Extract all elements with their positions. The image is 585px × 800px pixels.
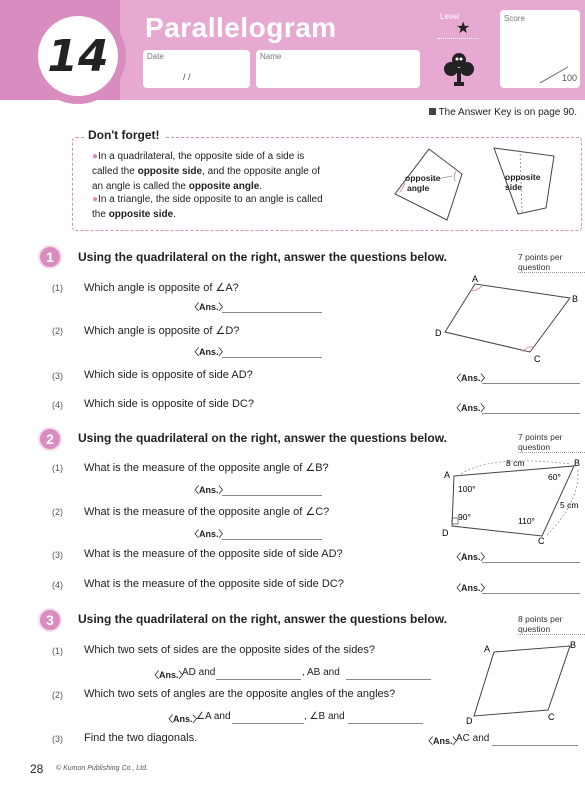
q3-3-answer-text-1: AC and bbox=[456, 733, 490, 744]
q3-parallelogram-figure bbox=[462, 638, 580, 726]
q1-1-ans-label: 〈Ans.〉 bbox=[190, 302, 228, 312]
opposite-angle-label: opposite angle bbox=[405, 173, 441, 193]
question-3-title: Using the quadrilateral on the right, answer the questions below. bbox=[78, 612, 447, 626]
q1-vertex-c: C bbox=[534, 354, 541, 364]
q1-vertex-b: B bbox=[572, 294, 579, 304]
q3-2-number: (2) bbox=[52, 690, 63, 700]
q2-vertex-b: B bbox=[574, 458, 581, 468]
dont-forget-title: Don't forget! bbox=[84, 128, 164, 142]
question-1-points: 7 points per question bbox=[518, 252, 585, 273]
q1-3-ans-label: 〈Ans.〉 bbox=[452, 373, 490, 383]
question-number-1: 1 bbox=[38, 245, 62, 269]
q3-3-ans-label: 〈Ans.〉 bbox=[424, 736, 462, 746]
q3-1-answer-text-2: , AB and bbox=[302, 667, 340, 678]
q2-4-question: What is the measure of the opposite side of side DC? bbox=[84, 578, 344, 590]
q3-1-ans-label: 〈Ans.〉 bbox=[150, 670, 188, 680]
q2-4-ans-label: 〈Ans.〉 bbox=[452, 583, 490, 593]
q3-2-answer-text-2: , ∠B and bbox=[304, 711, 345, 722]
q2-2-answer-line[interactable] bbox=[222, 539, 322, 540]
question-number-3: 3 bbox=[38, 608, 62, 632]
q2-3-answer-line[interactable] bbox=[482, 562, 580, 563]
q2-2-number: (2) bbox=[52, 507, 63, 517]
q2-3-question: What is the measure of the opposite side of side AD? bbox=[84, 548, 343, 560]
q2-1-number: (1) bbox=[52, 463, 63, 473]
q1-4-answer-line[interactable] bbox=[482, 413, 580, 414]
copyright: © Kumon Publishing Co., Ltd. bbox=[56, 765, 148, 772]
page-title: Parallelogram bbox=[145, 12, 337, 43]
question-2-title: Using the quadrilateral on the right, answer the questions below. bbox=[78, 431, 447, 445]
q3-2-answer-line-2[interactable] bbox=[348, 723, 423, 724]
name-field[interactable] bbox=[256, 50, 420, 88]
score-box[interactable] bbox=[500, 10, 580, 88]
q3-vertex-b: B bbox=[570, 640, 577, 650]
q2-vertex-a: A bbox=[444, 470, 451, 480]
q3-3-answer-line[interactable] bbox=[492, 745, 578, 746]
q2-3-ans-label: 〈Ans.〉 bbox=[452, 552, 490, 562]
q1-parallelogram-figure bbox=[430, 270, 580, 370]
q3-2-answer-text-1: ∠A and bbox=[196, 711, 231, 722]
date-slashes: / / bbox=[183, 72, 191, 82]
q3-1-answer-text-1: AD and bbox=[182, 667, 216, 678]
q3-1-number: (1) bbox=[52, 646, 63, 656]
lesson-number: 14 bbox=[38, 16, 118, 96]
q1-4-number: (4) bbox=[52, 400, 63, 410]
q2-angle-c: 110° bbox=[518, 516, 535, 526]
q2-side-bc-length: 5 cm bbox=[560, 500, 579, 510]
name-label: Name bbox=[260, 52, 282, 61]
q3-1-answer-line-1[interactable] bbox=[216, 679, 301, 680]
question-1-title: Using the quadrilateral on the right, answer the questions below. bbox=[78, 250, 447, 264]
q3-2-question: Which two sets of angles are the opposite angles of the angles? bbox=[84, 688, 396, 700]
q2-angle-a: 100° bbox=[458, 484, 476, 494]
q1-1-answer-line[interactable] bbox=[222, 312, 322, 313]
q1-2-question: Which angle is opposite of ∠D? bbox=[84, 325, 240, 337]
score-label: Score bbox=[504, 14, 525, 23]
q2-1-ans-label: 〈Ans.〉 bbox=[190, 485, 228, 495]
date-field[interactable] bbox=[143, 50, 250, 88]
q1-1-number: (1) bbox=[52, 283, 63, 293]
score-max: 100 bbox=[562, 73, 578, 83]
q3-3-question: Find the two diagonals. bbox=[84, 732, 198, 744]
q2-1-answer-line[interactable] bbox=[222, 495, 322, 496]
q3-2-ans-label: 〈Ans.〉 bbox=[164, 714, 202, 724]
q2-angle-d: 90° bbox=[458, 512, 471, 522]
q3-vertex-d: D bbox=[466, 716, 473, 726]
page-number: 28 bbox=[30, 762, 44, 776]
q2-side-ab-length: 8 cm bbox=[506, 458, 525, 468]
level-divider bbox=[438, 38, 478, 39]
q2-4-number: (4) bbox=[52, 580, 63, 590]
q1-vertex-d: D bbox=[435, 328, 442, 338]
question-number-2: 2 bbox=[38, 427, 62, 451]
q1-4-ans-label: 〈Ans.〉 bbox=[452, 403, 490, 413]
answer-key-note: The Answer Key is on page 90. bbox=[429, 107, 577, 118]
q1-2-number: (2) bbox=[52, 326, 63, 336]
q3-vertex-c: C bbox=[548, 712, 555, 722]
q3-1-question: Which two sets of sides are the opposite sides of the sides? bbox=[84, 644, 376, 656]
q2-1-question: What is the measure of the opposite angle of ∠B? bbox=[84, 462, 329, 474]
level-label: Level bbox=[440, 12, 460, 21]
q2-4-answer-line[interactable] bbox=[482, 593, 580, 594]
q1-3-number: (3) bbox=[52, 371, 63, 381]
q3-1-answer-line-2[interactable] bbox=[346, 679, 431, 680]
date-label: Date bbox=[147, 52, 164, 61]
bullet-icon: ● bbox=[92, 151, 99, 162]
q2-parallelogram-figure bbox=[438, 452, 585, 547]
q1-2-ans-label: 〈Ans.〉 bbox=[190, 347, 228, 357]
q2-3-number: (3) bbox=[52, 550, 63, 560]
opposite-side-label: opposite side bbox=[505, 172, 541, 192]
q1-3-answer-line[interactable] bbox=[482, 383, 580, 384]
dont-forget-rule-2: ●In a triangle, the side opposite to an angle is called the opposite side. bbox=[92, 194, 323, 220]
star-icon: ★ bbox=[456, 20, 471, 37]
q3-3-number: (3) bbox=[52, 734, 63, 744]
q2-angle-b: 60° bbox=[548, 472, 561, 482]
q1-3-question: Which side is opposite of side AD? bbox=[84, 369, 253, 381]
q2-2-ans-label: 〈Ans.〉 bbox=[190, 529, 228, 539]
q3-vertex-a: A bbox=[484, 644, 491, 654]
dont-forget-rule-1: ●In a quadrilateral, the opposite side of a side is called the opposite side, and the opposite angle of an angle is called the opposite angle. bbox=[92, 151, 320, 192]
q2-vertex-d: D bbox=[442, 528, 449, 538]
q1-1-question: Which angle is opposite of ∠A? bbox=[84, 282, 239, 294]
mascot-icon bbox=[444, 50, 474, 90]
question-2-points: 7 points per question bbox=[518, 432, 585, 453]
question-3-points: 8 points per question bbox=[518, 614, 585, 635]
q3-2-answer-line-1[interactable] bbox=[232, 723, 304, 724]
q1-2-answer-line[interactable] bbox=[222, 357, 322, 358]
bullet-icon: ● bbox=[92, 194, 99, 205]
q1-4-question: Which side is opposite of side DC? bbox=[84, 398, 254, 410]
q1-vertex-a: A bbox=[472, 274, 479, 284]
q2-2-question: What is the measure of the opposite angle of ∠C? bbox=[84, 506, 330, 518]
q2-vertex-c: C bbox=[538, 536, 545, 546]
